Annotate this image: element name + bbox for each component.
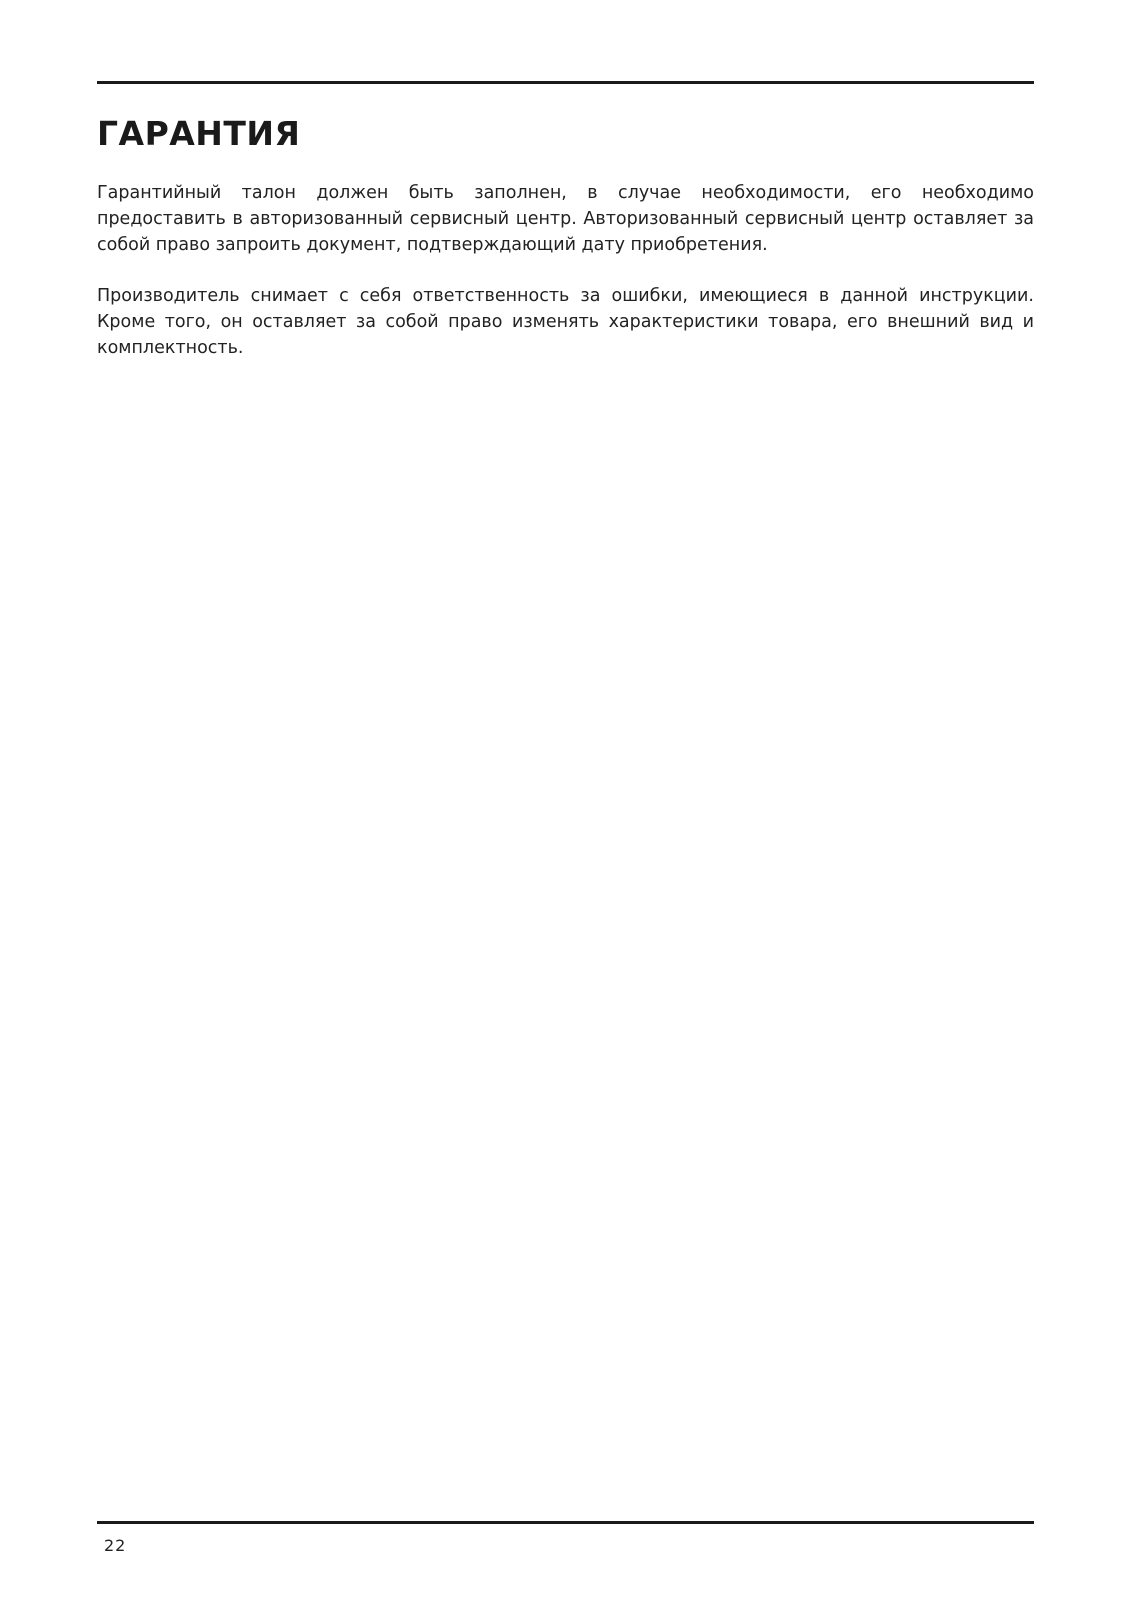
page-number: 22: [104, 1536, 127, 1555]
page-title: ГАРАНТИЯ: [97, 114, 301, 153]
body-text: [97, 180, 1034, 386]
paragraph-disclaimer: Производитель снимает с себя ответственность за ошибки, имеющиеся в данной инструкции. Кроме того, он оставляет за собой право изменять характеристики товара, его внешний вид и комплектность.: [97, 286, 1034, 358]
bottom-divider: [97, 1521, 1034, 1524]
top-divider: [97, 81, 1034, 84]
paragraph-warranty-card: Гарантийный талон должен быть заполнен, в случае необходимости, его необходимо предоставить в авторизованный сервисный центр. Авторизованный сервисный центр оставляет за собой право запроить документ, подтверждающий дату приобретения.: [97, 183, 1034, 255]
